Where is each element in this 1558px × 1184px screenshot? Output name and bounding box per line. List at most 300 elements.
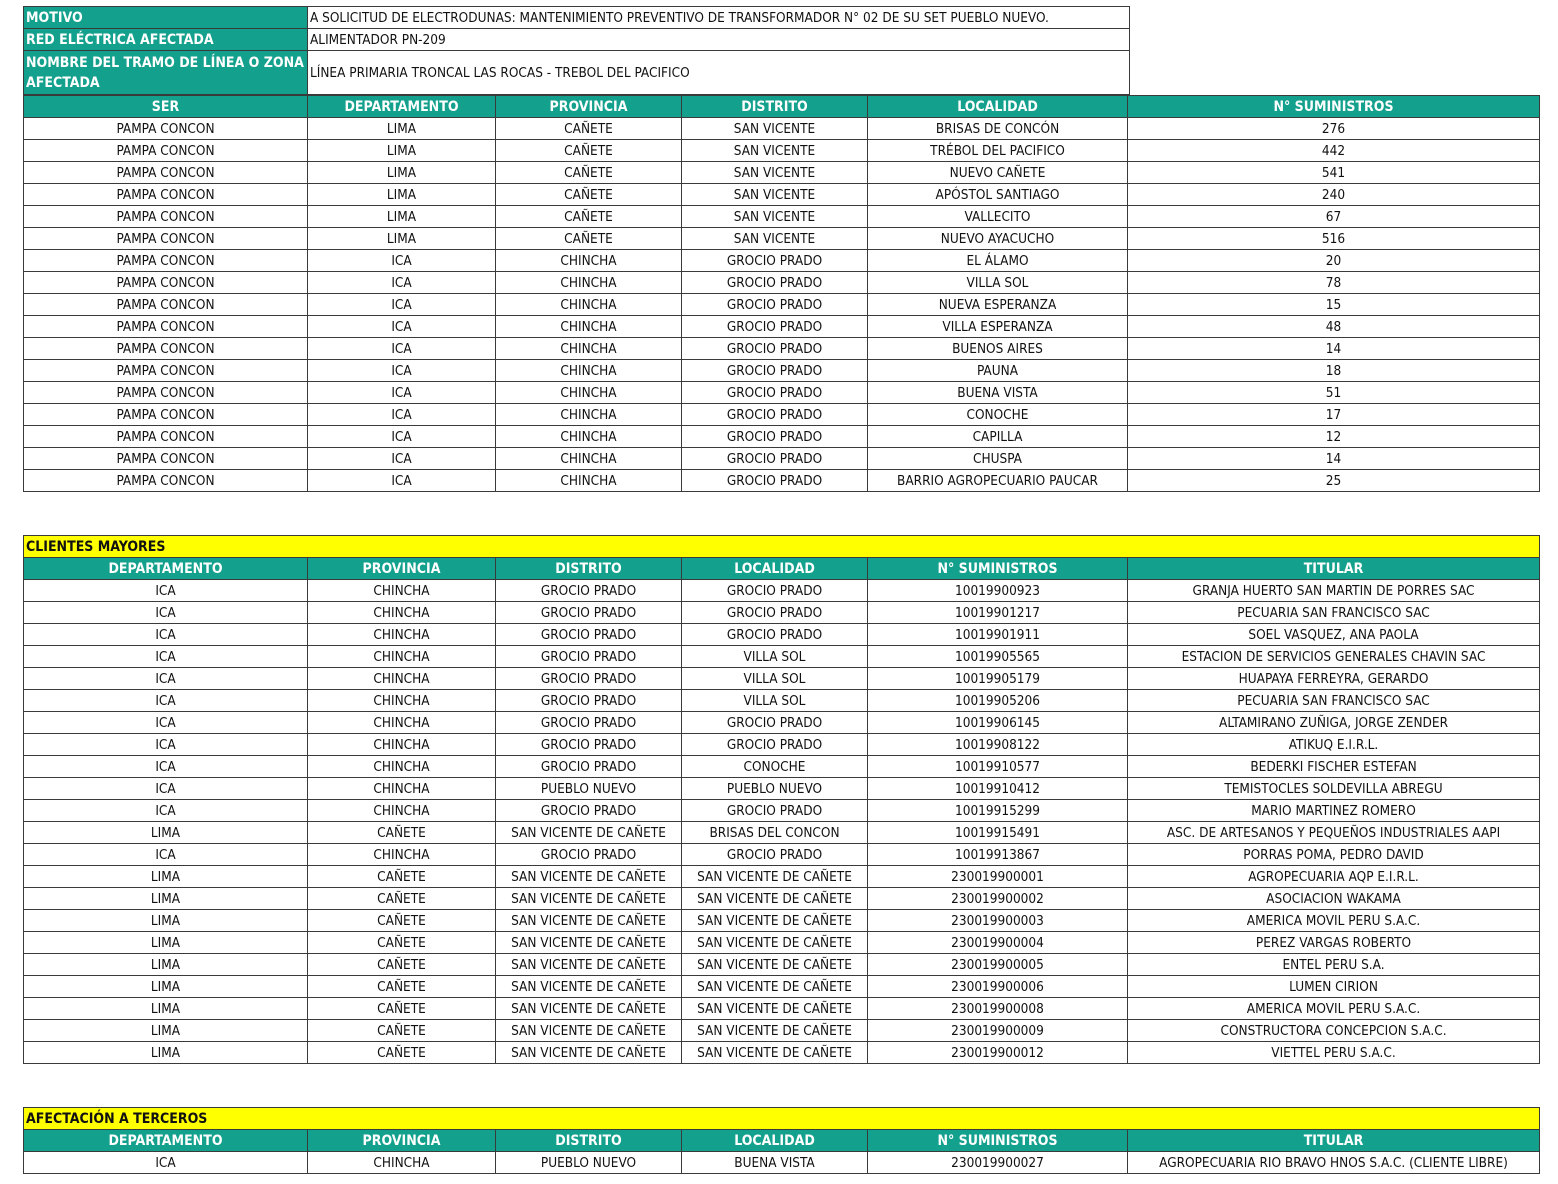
clientes-mayores-title-row: [24, 536, 1540, 558]
table-cell: TEMISTOCLES SOLDEVILLA ABREGU: [1128, 778, 1540, 800]
table-cell: SAN VICENTE DE CAÑETE: [682, 1020, 868, 1042]
table-cell: 10019908122: [868, 734, 1128, 756]
table-cell: SAN VICENTE DE CAÑETE: [496, 866, 682, 888]
table-cell: 10019901217: [868, 602, 1128, 624]
table-cell: CAPILLA: [868, 426, 1128, 448]
terceros-header-row: [24, 1130, 1540, 1152]
table-cell: ALTAMIRANO ZUÑIGA, JORGE ZENDER: [1128, 712, 1540, 734]
table-cell: 17: [1128, 404, 1540, 426]
table-cell: SAN VICENTE DE CAÑETE: [496, 910, 682, 932]
table-cell: CAÑETE: [308, 976, 496, 998]
table-cell: 230019900012: [868, 1042, 1128, 1064]
table-cell: CAÑETE: [308, 1020, 496, 1042]
table-cell: 516: [1128, 228, 1540, 250]
table-row: [24, 712, 1540, 734]
table-cell: 541: [1128, 162, 1540, 184]
table-cell: PAMPA CONCON: [24, 382, 308, 404]
table-cell: CAÑETE: [308, 888, 496, 910]
table-cell: 15: [1128, 294, 1540, 316]
table-row: [24, 822, 1540, 844]
table-cell: HUAPAYA FERREYRA, GERARDO: [1128, 668, 1540, 690]
table-cell: GROCIO PRADO: [682, 294, 868, 316]
table-cell: ICA: [24, 734, 308, 756]
table-cell: SAN VICENTE DE CAÑETE: [682, 932, 868, 954]
table-cell: 10019900923: [868, 580, 1128, 602]
terceros-header-cell: TITULAR: [1128, 1130, 1540, 1152]
table-row: [24, 1152, 1540, 1174]
motivo-label: MOTIVO: [24, 7, 308, 29]
table-cell: 230019900004: [868, 932, 1128, 954]
table-cell: PAMPA CONCON: [24, 140, 308, 162]
table-cell: LIMA: [308, 140, 496, 162]
table-cell: GROCIO PRADO: [496, 602, 682, 624]
table-row: [24, 602, 1540, 624]
table-row: [24, 228, 1540, 250]
affected-body: [24, 118, 1540, 492]
table-cell: CHINCHA: [308, 690, 496, 712]
table-cell: LIMA: [308, 162, 496, 184]
table-cell: 10019905565: [868, 646, 1128, 668]
table-cell: ICA: [24, 624, 308, 646]
motivo-value: A SOLICITUD DE ELECTRODUNAS: MANTENIMIENTO PREVENTIVO DE TRANSFORMADOR N° 02 DE SU SET PUEBLO NUEVO.: [308, 7, 1130, 29]
table-cell: 230019900005: [868, 954, 1128, 976]
table-cell: SAN VICENTE DE CAÑETE: [496, 998, 682, 1020]
table-cell: ICA: [24, 580, 308, 602]
table-cell: CHINCHA: [308, 778, 496, 800]
table-row: [24, 668, 1540, 690]
red-value: ALIMENTADOR PN-209: [308, 29, 1130, 51]
table-cell: LIMA: [24, 954, 308, 976]
terceros-table: [23, 1107, 1540, 1174]
table-cell: PAMPA CONCON: [24, 360, 308, 382]
table-cell: GROCIO PRADO: [682, 382, 868, 404]
table-cell: PAMPA CONCON: [24, 338, 308, 360]
table-cell: APÓSTOL SANTIAGO: [868, 184, 1128, 206]
table-cell: GROCIO PRADO: [496, 690, 682, 712]
table-row: [24, 954, 1540, 976]
table-cell: CAÑETE: [496, 228, 682, 250]
table-cell: CONOCHE: [682, 756, 868, 778]
table-cell: CAÑETE: [496, 140, 682, 162]
table-cell: LIMA: [24, 910, 308, 932]
table-cell: 10019906145: [868, 712, 1128, 734]
table-cell: BRISAS DE CONCÓN: [868, 118, 1128, 140]
tramo-label: NOMBRE DEL TRAMO DE LÍNEA O ZONA AFECTADA: [24, 51, 308, 95]
table-cell: NUEVA ESPERANZA: [868, 294, 1128, 316]
clientes-header-cell: N° SUMINISTROS: [868, 558, 1128, 580]
table-cell: SAN VICENTE DE CAÑETE: [682, 954, 868, 976]
table-cell: CHINCHA: [496, 426, 682, 448]
table-cell: CHINCHA: [496, 250, 682, 272]
table-cell: CHINCHA: [496, 272, 682, 294]
terceros-header-cell: PROVINCIA: [308, 1130, 496, 1152]
terceros-title: AFECTACIÓN A TERCEROS: [24, 1108, 1540, 1130]
table-cell: 12: [1128, 426, 1540, 448]
affected-header-cell: LOCALIDAD: [868, 96, 1128, 118]
table-row: [24, 580, 1540, 602]
table-cell: SAN VICENTE: [682, 118, 868, 140]
table-cell: CAÑETE: [308, 932, 496, 954]
table-cell: CAÑETE: [496, 118, 682, 140]
table-cell: CHINCHA: [308, 602, 496, 624]
table-cell: VILLA SOL: [682, 646, 868, 668]
table-cell: GRANJA HUERTO SAN MARTIN DE PORRES SAC: [1128, 580, 1540, 602]
table-cell: 10019905206: [868, 690, 1128, 712]
table-cell: EL ÁLAMO: [868, 250, 1128, 272]
table-cell: ICA: [24, 844, 308, 866]
table-cell: SAN VICENTE DE CAÑETE: [682, 976, 868, 998]
affected-table: [23, 95, 1540, 492]
clientes-header-cell: DEPARTAMENTO: [24, 558, 308, 580]
table-cell: LIMA: [308, 118, 496, 140]
clientes-header-cell: LOCALIDAD: [682, 558, 868, 580]
table-cell: ENTEL PERU S.A.: [1128, 954, 1540, 976]
table-cell: PAMPA CONCON: [24, 426, 308, 448]
table-cell: TRÉBOL DEL PACIFICO: [868, 140, 1128, 162]
table-cell: BRISAS DEL CONCON: [682, 822, 868, 844]
table-cell: CAÑETE: [496, 162, 682, 184]
table-cell: ESTACION DE SERVICIOS GENERALES CHAVIN SAC: [1128, 646, 1540, 668]
terceros-header-cell: DISTRITO: [496, 1130, 682, 1152]
table-cell: 230019900003: [868, 910, 1128, 932]
table-cell: GROCIO PRADO: [496, 580, 682, 602]
table-row: [24, 316, 1540, 338]
table-row: [24, 734, 1540, 756]
table-row: [24, 690, 1540, 712]
table-cell: SAN VICENTE DE CAÑETE: [496, 976, 682, 998]
table-cell: PAMPA CONCON: [24, 404, 308, 426]
table-cell: CAÑETE: [308, 910, 496, 932]
table-cell: GROCIO PRADO: [496, 800, 682, 822]
table-cell: ICA: [308, 294, 496, 316]
table-cell: GROCIO PRADO: [682, 426, 868, 448]
table-cell: ICA: [308, 404, 496, 426]
table-cell: CAÑETE: [496, 206, 682, 228]
table-cell: ICA: [24, 1152, 308, 1174]
table-cell: PEREZ VARGAS ROBERTO: [1128, 932, 1540, 954]
table-cell: GROCIO PRADO: [496, 712, 682, 734]
clientes-header-row: [24, 558, 1540, 580]
terceros-header-cell: LOCALIDAD: [682, 1130, 868, 1152]
table-cell: CONSTRUCTORA CONCEPCION S.A.C.: [1128, 1020, 1540, 1042]
table-cell: ICA: [308, 250, 496, 272]
table-cell: VILLA SOL: [682, 690, 868, 712]
table-cell: GROCIO PRADO: [682, 338, 868, 360]
table-cell: VILLA ESPERANZA: [868, 316, 1128, 338]
clientes-header-cell: TITULAR: [1128, 558, 1540, 580]
table-cell: PAMPA CONCON: [24, 206, 308, 228]
table-cell: GROCIO PRADO: [496, 646, 682, 668]
table-row: [24, 294, 1540, 316]
tramo-value: LÍNEA PRIMARIA TRONCAL LAS ROCAS - TREBOL DEL PACIFICO: [308, 51, 1130, 95]
table-cell: GROCIO PRADO: [682, 404, 868, 426]
affected-header-cell: DEPARTAMENTO: [308, 96, 496, 118]
table-cell: 230019900027: [868, 1152, 1128, 1174]
table-cell: ICA: [24, 800, 308, 822]
table-cell: GROCIO PRADO: [682, 602, 868, 624]
motivo-row: [24, 7, 1130, 29]
table-cell: BARRIO AGROPECUARIO PAUCAR: [868, 470, 1128, 492]
table-cell: ICA: [308, 272, 496, 294]
table-cell: 230019900008: [868, 998, 1128, 1020]
table-cell: PAMPA CONCON: [24, 470, 308, 492]
table-row: [24, 250, 1540, 272]
table-cell: SAN VICENTE DE CAÑETE: [682, 1042, 868, 1064]
affected-header-cell: N° SUMINISTROS: [1128, 96, 1540, 118]
affected-header-cell: SER: [24, 96, 308, 118]
table-cell: VIETTEL PERU S.A.C.: [1128, 1042, 1540, 1064]
table-cell: PUEBLO NUEVO: [682, 778, 868, 800]
table-cell: 67: [1128, 206, 1540, 228]
table-cell: CHINCHA: [496, 382, 682, 404]
table-row: [24, 932, 1540, 954]
table-cell: 10019910577: [868, 756, 1128, 778]
table-cell: CHINCHA: [496, 470, 682, 492]
table-cell: CHINCHA: [308, 646, 496, 668]
table-cell: CHUSPA: [868, 448, 1128, 470]
table-cell: PECUARIA SAN FRANCISCO SAC: [1128, 690, 1540, 712]
table-cell: GROCIO PRADO: [496, 624, 682, 646]
table-cell: CHINCHA: [496, 360, 682, 382]
table-cell: PUEBLO NUEVO: [496, 1152, 682, 1174]
table-cell: CAÑETE: [308, 822, 496, 844]
table-cell: 10019915491: [868, 822, 1128, 844]
table-cell: SAN VICENTE DE CAÑETE: [496, 888, 682, 910]
table-cell: SAN VICENTE DE CAÑETE: [682, 998, 868, 1020]
table-cell: SAN VICENTE DE CAÑETE: [682, 910, 868, 932]
table-cell: CHINCHA: [308, 1152, 496, 1174]
table-cell: GROCIO PRADO: [682, 624, 868, 646]
table-cell: GROCIO PRADO: [496, 668, 682, 690]
table-row: [24, 646, 1540, 668]
table-cell: GROCIO PRADO: [682, 272, 868, 294]
table-cell: PAMPA CONCON: [24, 250, 308, 272]
table-cell: ICA: [24, 646, 308, 668]
table-cell: ASC. DE ARTESANOS Y PEQUEÑOS INDUSTRIALES AAPI: [1128, 822, 1540, 844]
table-cell: CAÑETE: [308, 1042, 496, 1064]
table-cell: LIMA: [308, 206, 496, 228]
table-cell: CHINCHA: [496, 448, 682, 470]
table-cell: PAUNA: [868, 360, 1128, 382]
table-cell: LIMA: [24, 998, 308, 1020]
table-cell: LIMA: [24, 888, 308, 910]
table-row: [24, 272, 1540, 294]
table-cell: ICA: [308, 338, 496, 360]
table-cell: 10019901911: [868, 624, 1128, 646]
table-cell: ATIKUQ E.I.R.L.: [1128, 734, 1540, 756]
terceros-header-cell: DEPARTAMENTO: [24, 1130, 308, 1152]
table-cell: CHINCHA: [308, 712, 496, 734]
table-cell: VILLA SOL: [682, 668, 868, 690]
table-cell: 20: [1128, 250, 1540, 272]
table-cell: CHINCHA: [308, 668, 496, 690]
table-cell: SAN VICENTE: [682, 184, 868, 206]
table-cell: CHINCHA: [308, 734, 496, 756]
table-row: [24, 360, 1540, 382]
table-cell: ICA: [308, 382, 496, 404]
affected-header-cell: PROVINCIA: [496, 96, 682, 118]
affected-header-row: [24, 96, 1540, 118]
table-cell: SAN VICENTE DE CAÑETE: [682, 866, 868, 888]
table-cell: NUEVO CAÑETE: [868, 162, 1128, 184]
clientes-header-cell: PROVINCIA: [308, 558, 496, 580]
table-cell: 230019900006: [868, 976, 1128, 998]
table-cell: SOEL VASQUEZ, ANA PAOLA: [1128, 624, 1540, 646]
table-cell: BUENA VISTA: [868, 382, 1128, 404]
table-cell: BEDERKI FISCHER ESTEFAN: [1128, 756, 1540, 778]
table-row: [24, 470, 1540, 492]
table-cell: 230019900009: [868, 1020, 1128, 1042]
table-row: [24, 624, 1540, 646]
table-row: [24, 778, 1540, 800]
table-row: [24, 118, 1540, 140]
table-cell: PAMPA CONCON: [24, 316, 308, 338]
table-cell: PAMPA CONCON: [24, 272, 308, 294]
table-cell: ICA: [308, 360, 496, 382]
table-cell: CAÑETE: [496, 184, 682, 206]
table-cell: SAN VICENTE: [682, 140, 868, 162]
table-cell: ICA: [24, 756, 308, 778]
table-cell: AGROPECUARIA RIO BRAVO HNOS S.A.C. (CLIENTE LIBRE): [1128, 1152, 1540, 1174]
table-cell: GROCIO PRADO: [682, 712, 868, 734]
table-cell: CHINCHA: [308, 756, 496, 778]
table-cell: BUENOS AIRES: [868, 338, 1128, 360]
table-row: [24, 910, 1540, 932]
table-cell: CHINCHA: [308, 624, 496, 646]
table-cell: CHINCHA: [496, 404, 682, 426]
table-cell: PAMPA CONCON: [24, 228, 308, 250]
table-cell: SAN VICENTE DE CAÑETE: [496, 1042, 682, 1064]
table-cell: PAMPA CONCON: [24, 294, 308, 316]
table-row: [24, 184, 1540, 206]
table-cell: PECUARIA SAN FRANCISCO SAC: [1128, 602, 1540, 624]
table-cell: LUMEN CIRION: [1128, 976, 1540, 998]
red-row: [24, 29, 1130, 51]
table-row: [24, 844, 1540, 866]
table-cell: PAMPA CONCON: [24, 184, 308, 206]
clientes-mayores-table: [23, 535, 1540, 1064]
table-cell: CAÑETE: [308, 998, 496, 1020]
table-cell: MARIO MARTINEZ ROMERO: [1128, 800, 1540, 822]
table-cell: LIMA: [24, 1020, 308, 1042]
table-cell: SAN VICENTE: [682, 228, 868, 250]
table-cell: 276: [1128, 118, 1540, 140]
table-cell: PORRAS POMA, PEDRO DAVID: [1128, 844, 1540, 866]
table-cell: LIMA: [24, 866, 308, 888]
table-cell: GROCIO PRADO: [496, 844, 682, 866]
table-cell: 14: [1128, 338, 1540, 360]
table-cell: 51: [1128, 382, 1540, 404]
table-cell: 230019900002: [868, 888, 1128, 910]
table-cell: GROCIO PRADO: [682, 250, 868, 272]
table-cell: CAÑETE: [308, 954, 496, 976]
table-cell: ICA: [308, 470, 496, 492]
table-cell: PAMPA CONCON: [24, 162, 308, 184]
table-cell: 230019900001: [868, 866, 1128, 888]
table-cell: AMERICA MOVIL PERU S.A.C.: [1128, 910, 1540, 932]
table-cell: 240: [1128, 184, 1540, 206]
table-cell: LIMA: [24, 932, 308, 954]
table-row: [24, 140, 1540, 162]
table-cell: GROCIO PRADO: [682, 448, 868, 470]
table-row: [24, 1042, 1540, 1064]
tramo-row: [24, 51, 1130, 95]
table-cell: SAN VICENTE DE CAÑETE: [496, 822, 682, 844]
table-cell: LIMA: [24, 976, 308, 998]
table-cell: AGROPECUARIA AQP E.I.R.L.: [1128, 866, 1540, 888]
table-cell: 10019910412: [868, 778, 1128, 800]
table-row: [24, 338, 1540, 360]
table-cell: PUEBLO NUEVO: [496, 778, 682, 800]
red-label: RED ELÉCTRICA AFECTADA: [24, 29, 308, 51]
affected-header-cell: DISTRITO: [682, 96, 868, 118]
table-cell: GROCIO PRADO: [682, 580, 868, 602]
clientes-body: [24, 580, 1540, 1064]
table-cell: ICA: [24, 602, 308, 624]
info-table: [23, 6, 1130, 95]
table-cell: ASOCIACION WAKAMA: [1128, 888, 1540, 910]
table-row: [24, 1020, 1540, 1042]
table-cell: 48: [1128, 316, 1540, 338]
table-cell: SAN VICENTE DE CAÑETE: [682, 888, 868, 910]
table-cell: VILLA SOL: [868, 272, 1128, 294]
table-cell: SAN VICENTE DE CAÑETE: [496, 932, 682, 954]
table-cell: ICA: [24, 668, 308, 690]
table-row: [24, 756, 1540, 778]
table-cell: 10019905179: [868, 668, 1128, 690]
table-cell: 25: [1128, 470, 1540, 492]
table-row: [24, 866, 1540, 888]
table-cell: 442: [1128, 140, 1540, 162]
table-row: [24, 162, 1540, 184]
table-row: [24, 448, 1540, 470]
clientes-mayores-title: CLIENTES MAYORES: [24, 536, 1540, 558]
table-cell: 10019913867: [868, 844, 1128, 866]
terceros-header-cell: N° SUMINISTROS: [868, 1130, 1128, 1152]
clientes-header-cell: DISTRITO: [496, 558, 682, 580]
table-row: [24, 976, 1540, 998]
table-cell: CHINCHA: [308, 844, 496, 866]
table-cell: NUEVO AYACUCHO: [868, 228, 1128, 250]
table-cell: ICA: [24, 712, 308, 734]
table-cell: CHINCHA: [308, 800, 496, 822]
table-cell: ICA: [308, 448, 496, 470]
table-cell: PAMPA CONCON: [24, 448, 308, 470]
table-row: [24, 800, 1540, 822]
terceros-title-row: [24, 1108, 1540, 1130]
table-cell: 18: [1128, 360, 1540, 382]
table-row: [24, 382, 1540, 404]
table-cell: 78: [1128, 272, 1540, 294]
table-cell: GROCIO PRADO: [496, 756, 682, 778]
table-cell: ICA: [24, 690, 308, 712]
table-cell: CONOCHE: [868, 404, 1128, 426]
table-cell: ICA: [308, 426, 496, 448]
table-cell: VALLECITO: [868, 206, 1128, 228]
terceros-body: [24, 1152, 1540, 1174]
table-cell: CHINCHA: [496, 338, 682, 360]
table-cell: CHINCHA: [496, 294, 682, 316]
table-row: [24, 404, 1540, 426]
table-cell: SAN VICENTE DE CAÑETE: [496, 954, 682, 976]
table-cell: GROCIO PRADO: [682, 360, 868, 382]
table-cell: CHINCHA: [308, 580, 496, 602]
table-cell: GROCIO PRADO: [682, 470, 868, 492]
table-cell: GROCIO PRADO: [682, 734, 868, 756]
table-row: [24, 888, 1540, 910]
table-row: [24, 206, 1540, 228]
table-cell: LIMA: [24, 822, 308, 844]
